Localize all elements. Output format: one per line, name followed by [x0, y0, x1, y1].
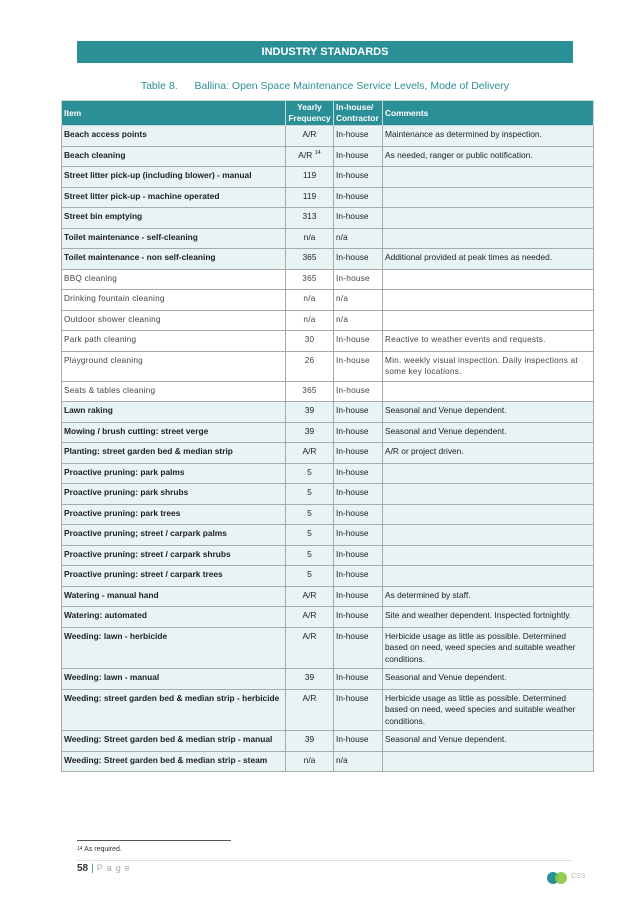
table-row: [62, 228, 594, 249]
cell-frequency: [286, 751, 334, 772]
table-row: [62, 331, 594, 352]
cell-comments: [383, 208, 594, 229]
cell-comments-text: Site and weather dependent. Inspected fortnightly.: [385, 610, 572, 620]
cell-mode-text: In-house: [336, 355, 370, 365]
table-number: Table 8.: [140, 80, 178, 92]
cell-comments: [383, 566, 594, 587]
cell-mode: [334, 381, 383, 402]
page-number: 58: [77, 863, 89, 874]
cell-comments: [383, 669, 594, 690]
cell-item: [62, 751, 286, 772]
cell-comments: [383, 504, 594, 525]
cell-comments-text: Additional provided at peak times as needed.: [385, 252, 553, 262]
cell-mode-text: In-house: [336, 672, 369, 682]
cell-frequency: [286, 586, 334, 607]
company-logo-icon: [547, 870, 587, 886]
cell-frequency: [286, 331, 334, 352]
cell-mode: [334, 443, 383, 464]
cell-comments: [383, 751, 594, 772]
cell-frequency: [286, 627, 334, 669]
cell-mode: [334, 187, 383, 208]
table-row: [62, 351, 594, 381]
cell-mode-text: In-house: [336, 548, 369, 559]
cell-item-text: Weeding: Street garden bed & median strip - steam: [64, 754, 268, 765]
cell-frequency: [286, 443, 334, 464]
cell-mode-text: In-house: [336, 211, 369, 221]
cell-frequency: [286, 269, 334, 290]
cell-item-text: Planting: street garden bed & median strip: [64, 446, 233, 456]
cell-item: [62, 249, 286, 270]
cell-frequency: [286, 484, 334, 505]
cell-frequency-text: A/R: [302, 129, 317, 139]
cell-mode: [334, 146, 383, 167]
cell-mode: [334, 504, 383, 525]
cell-frequency-text: n/a: [303, 314, 316, 324]
cell-mode: [334, 731, 383, 752]
cell-comments: [383, 351, 594, 381]
page-footer: [77, 863, 134, 874]
cell-frequency-text: 5: [307, 569, 312, 579]
cell-item-text: Weeding: Street garden bed & median strip - manual: [64, 734, 273, 744]
cell-mode-text: In-house: [336, 589, 369, 600]
cell-comments-text: Herbicide usage as little as possible. Determined based on need, weed species and suitable weather conditions.: [385, 630, 576, 664]
cell-comments: [383, 167, 594, 188]
cell-comments: [383, 586, 594, 607]
cell-mode-text: In-house: [336, 507, 369, 518]
cell-item-text: Street litter pick-up (including blower) - manual: [64, 170, 252, 180]
cell-item-text: Proactive pruning: park palms: [64, 466, 185, 477]
cell-item-text: Proactive pruning; street / carpark palms: [64, 528, 227, 538]
cell-frequency-text: n/a: [303, 754, 316, 765]
table-row: [62, 669, 594, 690]
cell-item: [62, 422, 286, 443]
cell-frequency: [286, 228, 334, 249]
cell-mode: [334, 627, 383, 669]
cell-frequency: [286, 422, 334, 443]
cell-item: [62, 586, 286, 607]
header-mode: In-house/ Contractor: [334, 101, 383, 126]
cell-comments: [383, 146, 594, 167]
footnote-text: As required.: [84, 846, 122, 853]
cell-item-text: Weeding: lawn - manual: [64, 672, 160, 682]
cell-mode-text: In-house: [336, 252, 369, 262]
cell-frequency-text: 313: [302, 211, 317, 221]
cell-frequency: [286, 689, 334, 731]
cell-item-text: Mowing / brush cutting: street verge: [64, 425, 209, 436]
cell-mode: [334, 228, 383, 249]
table-row: [62, 208, 594, 229]
cell-comments: [383, 422, 594, 443]
cell-mode-text: n/a: [336, 231, 348, 242]
cell-comments-text: Reactive to weather events and requests.: [385, 335, 546, 344]
cell-mode: [334, 402, 383, 423]
cell-comments-text: Herbicide usage as little as possible. Determined based on need, weed species and suitable weather conditions.: [385, 692, 576, 726]
cell-frequency-text: 119: [302, 170, 317, 180]
cell-mode: [334, 586, 383, 607]
table-row: [62, 422, 594, 443]
cell-mode: [334, 689, 383, 731]
cell-item-text: Proactive pruning: street / carpark shrubs: [64, 548, 231, 559]
cell-comments: [383, 484, 594, 505]
cell-item: [62, 146, 286, 167]
cell-mode: [334, 751, 383, 772]
table-row: [62, 290, 594, 311]
cell-frequency-text: A/R: [302, 692, 317, 703]
footer-divider: [77, 860, 573, 861]
table-row: [62, 607, 594, 628]
header-frequency: Yearly Frequency: [286, 101, 334, 126]
cell-frequency: [286, 208, 334, 229]
cell-comments-text: Maintenance as determined by inspection.: [385, 129, 542, 139]
cell-mode: [334, 566, 383, 587]
cell-item-text: Beach cleaning: [64, 149, 126, 160]
cell-frequency-text: 365: [302, 273, 317, 283]
cell-mode-text: In-house: [336, 273, 370, 283]
table-row: [62, 167, 594, 188]
cell-mode-text: In-house: [336, 610, 369, 620]
cell-comments-text: Seasonal and Venue dependent.: [385, 405, 507, 415]
cell-frequency-text: A/R: [302, 446, 317, 456]
table-row: [62, 381, 594, 402]
cell-item: [62, 208, 286, 229]
cell-comments-text: As determined by staff.: [385, 589, 471, 600]
cell-item: [62, 228, 286, 249]
cell-frequency: [286, 381, 334, 402]
table-row: [62, 484, 594, 505]
cell-item: [62, 669, 286, 690]
table-row: [62, 627, 594, 669]
cell-item-text: Watering: automated: [64, 610, 147, 620]
cell-item: [62, 504, 286, 525]
cell-mode: [334, 249, 383, 270]
table-row: [62, 545, 594, 566]
cell-frequency: [286, 310, 334, 331]
cell-item: [62, 484, 286, 505]
cell-item-text: Park path cleaning: [64, 335, 137, 344]
cell-mode-text: In-house: [336, 405, 369, 415]
cell-frequency-text: 26: [304, 355, 315, 365]
cell-item-text: Street bin emptying: [64, 211, 143, 221]
cell-frequency-text: 39: [304, 672, 315, 682]
cell-frequency-text: 39: [304, 405, 315, 415]
cell-frequency-text: A/R: [302, 630, 317, 641]
cell-frequency: [286, 187, 334, 208]
cell-frequency: [286, 566, 334, 587]
cell-frequency: [286, 290, 334, 311]
cell-item-text: Weeding: street garden bed & median strip - herbicide: [64, 692, 280, 703]
cell-comments: [383, 126, 594, 147]
cell-item-text: Beach access points: [64, 129, 147, 139]
table-row: [62, 269, 594, 290]
section-banner: INDUSTRY STANDARDS: [77, 41, 573, 63]
cell-mode-text: In-house: [336, 734, 369, 744]
table-row: [62, 463, 594, 484]
cell-comments: [383, 443, 594, 464]
table-header-row: [62, 101, 594, 126]
cell-mode: [334, 607, 383, 628]
cell-mode: [334, 208, 383, 229]
cell-comments: [383, 463, 594, 484]
table-row: [62, 586, 594, 607]
cell-frequency: [286, 249, 334, 270]
table-row: [62, 310, 594, 331]
cell-frequency-text: n/a: [303, 231, 316, 242]
cell-comments: [383, 331, 594, 352]
cell-comments: [383, 310, 594, 331]
cell-frequency-text: A/R: [298, 149, 313, 160]
footnote-number: 14: [77, 846, 83, 852]
cell-mode-text: In-house: [336, 569, 369, 579]
cell-frequency-text: n/a: [303, 294, 316, 303]
cell-frequency-text: A/R: [302, 589, 317, 600]
cell-comments-text: A/R or project driven.: [385, 446, 464, 456]
cell-item-text: Playground cleaning: [64, 355, 143, 365]
cell-item: [62, 167, 286, 188]
cell-frequency: [286, 463, 334, 484]
table-row: [62, 566, 594, 587]
logo-text: CSS: [571, 873, 586, 880]
cell-mode-text: In-house: [336, 487, 369, 497]
footnote-reference: 14: [314, 149, 321, 156]
cell-mode-text: n/a: [336, 314, 349, 324]
cell-frequency-text: 30: [304, 335, 315, 344]
cell-frequency: [286, 607, 334, 628]
cell-item-text: Proactive pruning: street / carpark trees: [64, 569, 223, 579]
table-row: [62, 443, 594, 464]
cell-mode-text: In-house: [336, 446, 369, 456]
footnote: [77, 846, 122, 853]
table-row: [62, 525, 594, 546]
table-row: [62, 249, 594, 270]
cell-item: [62, 443, 286, 464]
cell-frequency: [286, 167, 334, 188]
cell-item: [62, 545, 286, 566]
cell-mode: [334, 290, 383, 311]
cell-comments: [383, 187, 594, 208]
cell-frequency: [286, 146, 334, 167]
cell-frequency-text: 365: [302, 385, 317, 395]
cell-item: [62, 290, 286, 311]
cell-mode: [334, 167, 383, 188]
cell-frequency-text: 39: [304, 425, 315, 436]
cell-item: [62, 566, 286, 587]
cell-mode-text: In-house: [336, 528, 369, 538]
cell-frequency: [286, 669, 334, 690]
cell-item-text: Watering - manual hand: [64, 589, 159, 600]
cell-comments-text: Seasonal and Venue dependent.: [385, 672, 507, 682]
cell-mode: [334, 525, 383, 546]
cell-comments: [383, 731, 594, 752]
table-row: [62, 689, 594, 731]
cell-mode: [334, 545, 383, 566]
cell-comments: [383, 525, 594, 546]
cell-item-text: Toilet maintenance - non self-cleaning: [64, 252, 216, 262]
cell-comments: [383, 269, 594, 290]
cell-mode-text: In-house: [336, 425, 369, 436]
cell-item: [62, 187, 286, 208]
cell-frequency-text: 365: [302, 252, 317, 262]
cell-item-text: Street litter pick-up - machine operated: [64, 190, 220, 201]
cell-mode: [334, 126, 383, 147]
cell-mode-text: n/a: [336, 294, 349, 303]
cell-item-text: Proactive pruning: park shrubs: [64, 487, 189, 497]
cell-mode-text: In-house: [336, 149, 369, 160]
cell-item: [62, 310, 286, 331]
cell-item: [62, 731, 286, 752]
cell-mode-text: n/a: [336, 754, 348, 765]
cell-comments: [383, 402, 594, 423]
cell-comments: [383, 689, 594, 731]
cell-mode: [334, 463, 383, 484]
cell-item: [62, 126, 286, 147]
cell-frequency-text: 5: [307, 528, 312, 538]
table-row: [62, 126, 594, 147]
table-row: [62, 187, 594, 208]
cell-frequency: [286, 504, 334, 525]
cell-frequency-text: 119: [302, 190, 317, 201]
table-row: [62, 731, 594, 752]
cell-item: [62, 381, 286, 402]
cell-mode-text: In-house: [336, 630, 369, 641]
cell-frequency: [286, 351, 334, 381]
cell-comments-text: As needed, ranger or public notification.: [385, 149, 533, 160]
table-row: [62, 751, 594, 772]
cell-mode-text: In-house: [336, 170, 369, 180]
cell-item-text: BBQ cleaning: [64, 273, 118, 283]
cell-item: [62, 627, 286, 669]
cell-item: [62, 351, 286, 381]
cell-mode-text: In-house: [336, 466, 369, 477]
service-levels-table: [61, 100, 594, 772]
page-separator: |: [91, 863, 94, 874]
cell-mode-text: In-house: [336, 385, 370, 395]
cell-comments: [383, 627, 594, 669]
cell-comments-text: Min. weekly visual inspection. Daily inspections at some key locations.: [385, 355, 578, 376]
cell-frequency: [286, 402, 334, 423]
cell-comments-text: Seasonal and Venue dependent.: [385, 734, 507, 744]
cell-mode: [334, 422, 383, 443]
table-row: [62, 402, 594, 423]
cell-mode-text: In-house: [336, 129, 369, 139]
cell-item: [62, 463, 286, 484]
cell-mode-text: In-house: [336, 692, 369, 703]
cell-comments: [383, 545, 594, 566]
cell-frequency-text: 5: [307, 548, 312, 559]
cell-item-text: Proactive pruning: park trees: [64, 507, 181, 518]
cell-comments: [383, 607, 594, 628]
cell-item: [62, 607, 286, 628]
cell-item-text: Drinking fountain cleaning: [64, 294, 165, 303]
cell-item: [62, 525, 286, 546]
cell-comments-text: Seasonal and Venue dependent.: [385, 425, 507, 436]
cell-frequency: [286, 126, 334, 147]
cell-frequency-text: A/R: [302, 610, 317, 620]
cell-item: [62, 402, 286, 423]
cell-mode: [334, 269, 383, 290]
cell-mode: [334, 669, 383, 690]
cell-mode: [334, 310, 383, 331]
cell-mode: [334, 331, 383, 352]
cell-item-text: Lawn raking: [64, 405, 113, 415]
cell-item: [62, 689, 286, 731]
page-word: Page: [96, 863, 134, 873]
cell-frequency: [286, 545, 334, 566]
cell-frequency: [286, 731, 334, 752]
cell-item-text: Toilet maintenance - self-cleaning: [64, 231, 198, 242]
header-comments: Comments: [383, 101, 594, 126]
table-title: Ballina: Open Space Maintenance Service Levels, Mode of Delivery: [194, 80, 510, 92]
cell-item: [62, 331, 286, 352]
cell-frequency-text: 5: [307, 487, 312, 497]
footnote-divider: [77, 840, 231, 841]
cell-item: [62, 269, 286, 290]
cell-frequency-text: 39: [304, 734, 315, 744]
cell-comments: [383, 228, 594, 249]
cell-comments: [383, 381, 594, 402]
cell-item-text: Outdoor shower cleaning: [64, 314, 161, 324]
table-row: [62, 504, 594, 525]
table-caption: [77, 80, 573, 92]
cell-comments: [383, 290, 594, 311]
cell-item-text: Seats & tables cleaning: [64, 385, 156, 395]
cell-mode: [334, 484, 383, 505]
cell-mode: [334, 351, 383, 381]
cell-mode-text: In-house: [336, 335, 370, 344]
table-body: [62, 126, 594, 772]
header-item: Item: [62, 101, 286, 126]
cell-frequency-text: 5: [307, 507, 312, 518]
cell-comments: [383, 249, 594, 270]
table-row: [62, 146, 594, 167]
cell-mode-text: In-house: [336, 190, 369, 201]
cell-frequency: [286, 525, 334, 546]
cell-frequency-text: 5: [307, 466, 312, 477]
cell-item-text: Weeding: lawn - herbicide: [64, 630, 168, 641]
